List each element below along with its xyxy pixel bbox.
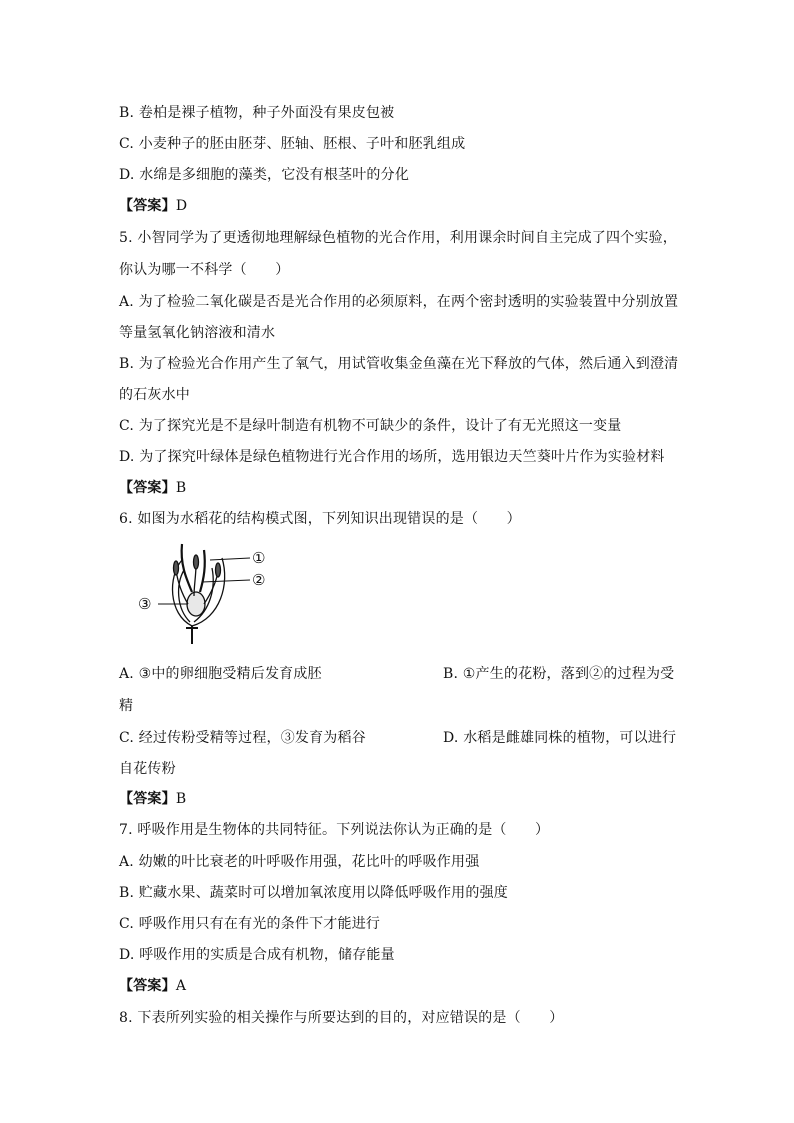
q5-option-c: C. 为了探究光是不是绿叶制造有机物不可缺少的条件，设计了有无光照这一变量 <box>119 418 622 434</box>
anther <box>194 555 199 569</box>
figure-label-1: ① <box>252 549 266 567</box>
q5-option-b-line2: 的石灰水中 <box>119 387 190 403</box>
anther <box>174 561 179 575</box>
answer-value: B <box>175 480 187 496</box>
q5-stem-line2: 你认为哪一不科学（ ） <box>119 262 290 278</box>
q4-option-c: C. 小麦种子的胚由胚芽、胚轴、胚根、子叶和胚乳组成 <box>119 136 466 152</box>
stamen-filament <box>204 572 218 604</box>
figure-label-2: ② <box>252 571 266 589</box>
rice-flower-diagram <box>132 534 292 650</box>
answer-label: 【答案】 <box>119 978 176 994</box>
q5-stem-line1: 5. 小智同学为了更透彻地理解绿色植物的光合作用，利用课余时间自主完成了四个实验， <box>119 230 678 246</box>
q6-option-c: C. 经过传粉受精等过程，③发育为稻谷 <box>119 730 366 746</box>
q5-option-a-line2: 等量氢氧化钠溶液和清水 <box>119 325 276 341</box>
q7-option-d: D. 呼吸作用的实质是合成有机物，储存能量 <box>119 947 395 963</box>
stigma <box>200 550 205 592</box>
answer-label: 【答案】 <box>119 198 176 214</box>
q4-answer <box>119 197 187 215</box>
figure-label-3: ③ <box>138 595 152 613</box>
q6-answer <box>119 790 186 808</box>
q5-option-d: D. 为了探究叶绿体是绿色植物进行光合作用的场所，选用银边天竺葵叶片作为实验材料 <box>119 449 665 465</box>
q6-stem: 6. 如图为水稻花的结构模式图，下列知识出现错误的是（ ） <box>119 511 521 527</box>
anther <box>216 563 221 577</box>
q6-option-b-line1: B. ①产生的花粉，落到②的过程为受 <box>443 666 675 682</box>
q5-option-a-line1: A. 为了检验二氧化碳是否是光合作用的必须原料，在两个密封透明的实验装置中分别放置 <box>119 294 679 310</box>
answer-value: B <box>175 791 187 807</box>
answer-label: 【答案】 <box>119 791 176 807</box>
answer-value: A <box>175 978 187 994</box>
q7-option-b: B. 贮藏水果、蔬菜时可以增加氧浓度用以降低呼吸作用的强度 <box>119 885 508 901</box>
q6-option-b-line2: 精 <box>119 698 134 714</box>
q7-option-a: A. 幼嫩的叶比衰老的叶呼吸作用强，花比叶的呼吸作用强 <box>119 854 480 870</box>
q4-option-b: B. 卷柏是裸子植物，种子外面没有果皮包被 <box>119 105 395 121</box>
pointer-line <box>210 558 250 560</box>
q8-stem: 8. 下表所列实验的相关操作与所要达到的目的，对应错误的是（ ） <box>119 1010 564 1026</box>
answer-label: 【答案】 <box>119 480 176 496</box>
stigma <box>182 544 192 592</box>
q7-stem: 7. 呼吸作用是生物体的共同特征。下列说法你认为正确的是（ ） <box>119 822 550 838</box>
q6-option-d-line2: 自花传粉 <box>119 761 176 777</box>
q5-answer <box>119 479 186 497</box>
q6-option-a: A. ③中的卵细胞受精后发育成胚 <box>119 666 322 682</box>
q5-option-b-line1: B. 为了检验光合作用产生了氧气，用试管收集金鱼藻在光下释放的气体，然后通入到澄清 <box>119 356 679 372</box>
pointer-line <box>202 580 250 582</box>
q7-answer <box>119 977 186 995</box>
answer-value: D <box>175 198 188 214</box>
ovary <box>187 592 205 616</box>
q7-option-c: C. 呼吸作用只有在有光的条件下才能进行 <box>119 916 381 932</box>
q6-option-d-line1: D. 水稻是雌雄同株的植物，可以进行 <box>443 730 677 746</box>
q4-option-d: D. 水绵是多细胞的藻类，它没有根茎叶的分化 <box>119 167 410 183</box>
